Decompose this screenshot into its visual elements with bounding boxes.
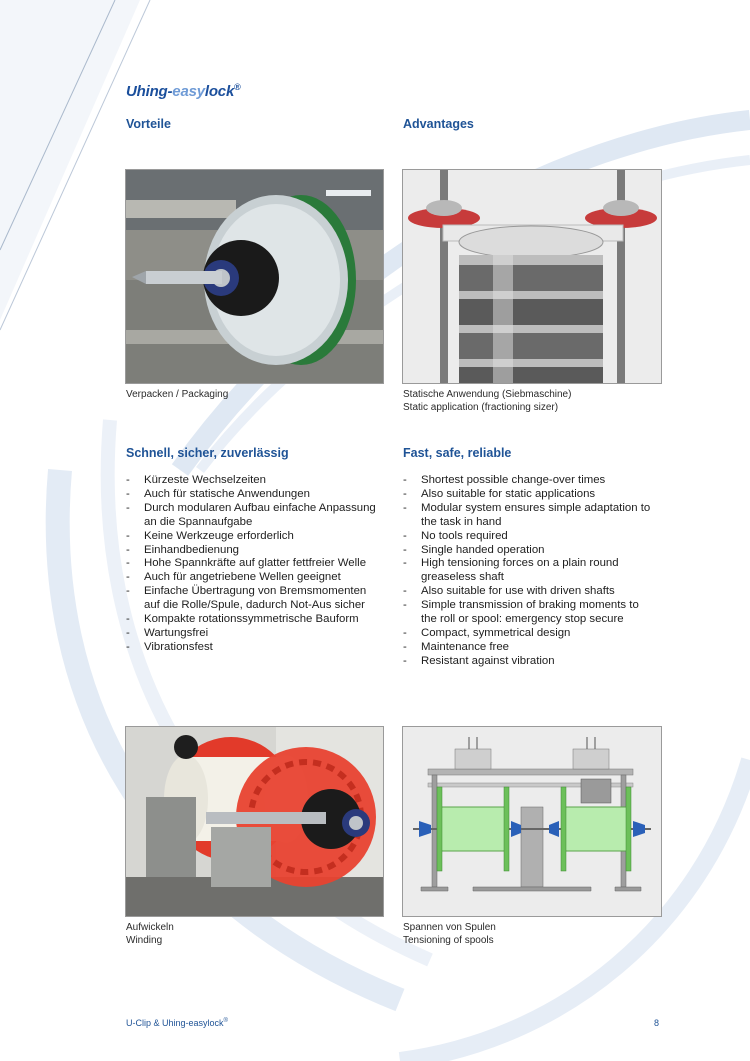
logo-part-lock: lock (204, 83, 235, 100)
list-item: - Also suitable for use with driven shafts (403, 585, 650, 599)
photo-winding (125, 726, 384, 917)
logo-part-uhing: Uhing- (126, 83, 173, 100)
caption-line: Winding (126, 935, 163, 946)
list-item: - Kürzeste Wechselzeiten (126, 474, 376, 488)
photo-static-sizer (402, 169, 662, 384)
list-item: - Einfache Übertragung von Bremsmomenten (126, 585, 376, 599)
list-item: - Kompakte rotationssymmetrische Bauform (126, 613, 376, 627)
list-item: - Resistant against vibration (403, 655, 650, 669)
caption-packaging (126, 388, 228, 401)
section-title-en: Fast, safe, reliable (403, 446, 512, 460)
list-item: - Durch modularen Aufbau einfache Anpassung (126, 502, 376, 516)
list-item-continuation-text: auf die Rolle/Spule, dadurch Not-Aus sicher (144, 599, 365, 612)
list-item: - No tools required (403, 530, 650, 544)
caption-line: Aufwickeln (126, 922, 174, 933)
list-item-continuation-text: the task in hand (421, 515, 502, 528)
list-item-continuation-text: an die Spannaufgabe (144, 515, 253, 528)
list-item-continuation (126, 599, 376, 613)
logo-part-easy: easy (172, 83, 205, 100)
list-item: - Vibrationsfest (126, 641, 376, 655)
heading-advantages: Advantages (403, 117, 474, 131)
caption-line: Tensioning of spools (403, 935, 494, 946)
list-item: - Simple transmission of braking moments to (403, 599, 650, 613)
list-item-continuation-text: greaseless shaft (421, 571, 504, 584)
list-item: - Auch für angetriebene Wellen geeignet (126, 571, 376, 585)
caption-line: Static application (fractioning sizer) (403, 402, 559, 413)
page-number: 8 (654, 1018, 660, 1028)
caption-spools (403, 921, 496, 947)
advantages-list-en (403, 474, 650, 669)
section-title-de: Schnell, sicher, zuverlässig (126, 446, 289, 460)
list-item-continuation (403, 571, 650, 585)
heading-vorteile: Vorteile (126, 117, 171, 131)
caption-line: Statische Anwendung (Siebmaschine) (403, 389, 572, 400)
list-item-continuation (403, 516, 650, 530)
list-item: - Single handed operation (403, 544, 650, 558)
footer-product-name (126, 1018, 228, 1028)
uhing-easylock-logo (126, 82, 241, 100)
caption-winding (126, 921, 174, 947)
list-item: - Also suitable for static applications (403, 488, 650, 502)
logo-registered-mark: ® (234, 82, 241, 92)
list-item: - Auch für statische Anwendungen (126, 488, 376, 502)
list-item: - Compact, symmetrical design (403, 627, 650, 641)
list-item: - Modular system ensures simple adaptation to (403, 502, 650, 516)
list-item: - High tensioning forces on a plain round (403, 557, 650, 571)
list-item: - Hohe Spannkräfte auf glatter fettfreier Welle (126, 557, 376, 571)
list-item: - Shortest possible change-over times (403, 474, 650, 488)
list-item-continuation (126, 516, 376, 530)
footer-product-text: U-Clip & Uhing-easylock (126, 1018, 224, 1028)
list-item: - Maintenance free (403, 641, 650, 655)
caption-line: Spannen von Spulen (403, 922, 496, 933)
list-item: - Einhandbedienung (126, 544, 376, 558)
list-item-continuation-text: the roll or spool: emergency stop secure (421, 613, 624, 626)
diagram-spools (402, 726, 662, 917)
caption-static-sizer (403, 388, 571, 414)
list-item: - Wartungsfrei (126, 627, 376, 641)
list-item: - Keine Werkzeuge erforderlich (126, 530, 376, 544)
photo-packaging (125, 169, 384, 384)
footer-registered-mark: ® (223, 1018, 228, 1024)
caption-line: Verpacken / Packaging (126, 389, 229, 400)
list-item-continuation (403, 613, 650, 627)
advantages-list-de (126, 474, 376, 655)
